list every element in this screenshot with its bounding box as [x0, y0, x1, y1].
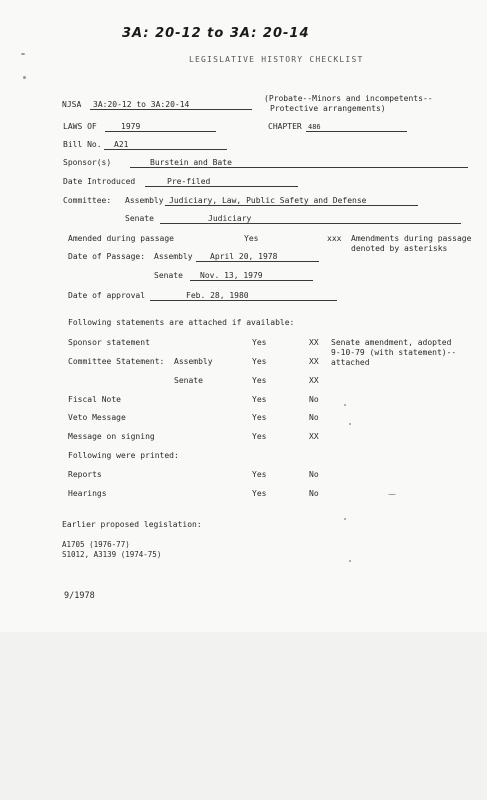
printed-heading: Following were printed: [68, 451, 179, 460]
chapter-value: 486 [306, 122, 407, 132]
amended-label: Amended during passage [68, 234, 174, 243]
statement-sub: Senate [174, 376, 203, 385]
passage-senate-field [190, 271, 313, 281]
printed-no: No [309, 470, 319, 479]
statement-no: No [309, 395, 319, 404]
scan-mark [344, 404, 346, 406]
sponsor-value: Burstein and Bate [130, 158, 468, 168]
printed-no: No [309, 489, 319, 498]
nsa-note-line1: (Probate--Minors and incompetents-- [264, 94, 433, 103]
statement-sub: Assembly [174, 357, 213, 366]
printed-label: Reports [68, 470, 102, 479]
committee-label: Committee: [63, 196, 112, 205]
scan-mark [349, 423, 351, 425]
bill-no-field [104, 140, 227, 150]
committee-assembly-value: Judiciary, Law, Public Safety and Defense [165, 196, 418, 206]
nsa-label: NJSA [62, 100, 82, 109]
date-introduced-label: Date Introduced [63, 177, 136, 186]
nsa-field [90, 100, 252, 110]
committee-senate-label: Senate [125, 214, 154, 223]
chapter-field [306, 122, 407, 132]
approval-field [150, 291, 337, 301]
scan-mark [388, 494, 396, 495]
date-introduced-field [145, 177, 298, 187]
printed-label: Hearings [68, 489, 107, 498]
laws-of-field [105, 122, 216, 132]
passage-senate-label: Senate [154, 271, 183, 280]
scan-mark [344, 518, 346, 520]
committee-senate-value: Judiciary [160, 214, 461, 224]
bill-no-value: A21 [104, 140, 227, 150]
scan-mark [349, 560, 351, 562]
chapter-label: CHAPTER [268, 122, 302, 131]
statement-no: No [309, 413, 319, 422]
earlier-item: S1012, A3139 (1974-75) [62, 550, 162, 559]
passage-label: Date of Passage: [68, 252, 146, 261]
page-margin [0, 632, 487, 800]
page-title: LEGISLATIVE HISTORY CHECKLIST [189, 55, 364, 64]
laws-of-value: 1979 [105, 122, 216, 132]
statement-no: XX [309, 357, 319, 366]
printed-yes: Yes [252, 470, 267, 479]
statement-label: Committee Statement: [68, 357, 165, 366]
statement-label: Veto Message [68, 413, 126, 422]
passage-assembly-value: April 20, 1978 [196, 252, 319, 262]
amended-note-line2: denoted by asterisks [351, 244, 448, 253]
earlier-item: A1705 (1976-77) [62, 540, 130, 549]
statement-yes: Yes [252, 432, 267, 441]
committee-assembly-label: Assembly [125, 196, 164, 205]
passage-senate-value: Nov. 13, 1979 [190, 271, 313, 281]
statement-no: XX [309, 376, 319, 385]
laws-of-label: LAWS OF [63, 122, 97, 131]
committee-senate-field [160, 214, 461, 224]
sponsor-label: Sponsor(s) [63, 158, 112, 167]
statement-yes: Yes [252, 357, 267, 366]
passage-assembly-field [196, 252, 319, 262]
amended-no: xxx [327, 234, 342, 243]
amended-note-line1: Amendments during passage [351, 234, 472, 243]
sponsor-field [130, 158, 468, 168]
footer-code: 9/1978 [64, 591, 95, 601]
bill-no-label: Bill No. [63, 140, 102, 149]
date-introduced-value: Pre-filed [145, 177, 298, 187]
earlier-heading: Earlier proposed legislation: [62, 520, 202, 529]
passage-assembly-label: Assembly [154, 252, 193, 261]
attached-heading: Following statements are attached if available: [68, 318, 295, 327]
statement-label: Message on signing [68, 432, 155, 441]
statement-label: Fiscal Note [68, 395, 121, 404]
statement-yes: Yes [252, 376, 267, 385]
statement-no: XX [309, 432, 319, 441]
statement-yes: Yes [252, 395, 267, 404]
senate-note-line1: Senate amendment, adopted [331, 338, 452, 347]
nsa-value: 3A:20-12 to 3A:20-14 [90, 100, 252, 110]
nsa-note-line2: Protective arrangements) [270, 104, 386, 113]
approval-value: Feb. 28, 1980 [150, 291, 337, 301]
statement-label: Sponsor statement [68, 338, 150, 347]
amended-yes: Yes [244, 234, 259, 243]
statement-no: XX [309, 338, 319, 347]
statement-yes: Yes [252, 338, 267, 347]
approval-label: Date of approval [68, 291, 146, 300]
printed-yes: Yes [252, 489, 267, 498]
handwritten-statute-range: 3A: 20-12 to 3A: 20-14 [122, 26, 310, 41]
scan-mark [21, 53, 25, 55]
scan-mark [23, 76, 26, 79]
committee-assembly-field [165, 196, 418, 206]
senate-note-line3: attached [331, 358, 370, 367]
senate-note-line2: 9-10-79 (with statement)-- [331, 348, 457, 357]
statement-yes: Yes [252, 413, 267, 422]
